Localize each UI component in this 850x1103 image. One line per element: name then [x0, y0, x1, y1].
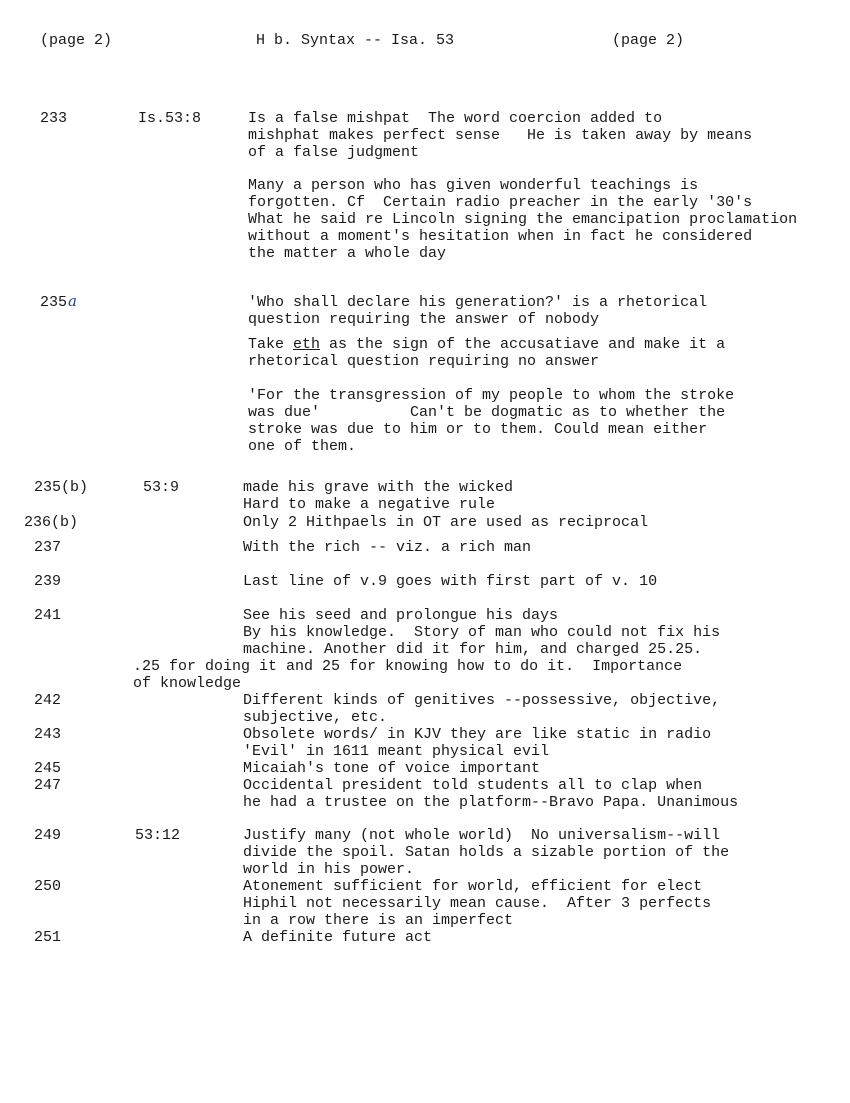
note-line: Justify many (not whole world) No universalism--will [243, 827, 721, 844]
note-text: Take [248, 336, 294, 353]
note-line: Is a false mishpat The word coercion added to [248, 110, 663, 127]
entry-number-236b: 236(b) [24, 514, 79, 531]
note-line: 'Evil' in 1611 meant physical evil [243, 743, 550, 760]
note-line: Last line of v.9 goes with first part of v. 10 [243, 573, 658, 590]
note-line: was due' Can't be dogmatic as to whether the [248, 404, 726, 421]
note-line: Different kinds of genitives --possessive, objective, [243, 692, 721, 709]
note-line: With the rich -- viz. a rich man [243, 539, 532, 556]
note-line: Atonement sufficient for world, efficient for elect [243, 878, 703, 895]
note-line: world in his power. [243, 861, 415, 878]
note-line: forgotten. Cf Certain radio preacher in the early '30's [248, 194, 753, 211]
note-line: he had a trustee on the platform--Bravo Papa. Unanimous [243, 794, 739, 811]
note-line: stroke was due to him or to them. Could mean either [248, 421, 708, 438]
underlined-word: eth [293, 336, 321, 353]
entry-number-249: 249 [34, 827, 62, 844]
note-line: subjective, etc. [243, 709, 388, 726]
note-line: Obsolete words/ in KJV they are like static in radio [243, 726, 712, 743]
handwritten-letter: a [68, 292, 77, 310]
entry-ref-249: 53:12 [135, 827, 181, 844]
note-line: By his knowledge. Story of man who could not fix his [243, 624, 721, 641]
note-line: Hiphil not necessarily mean cause. After 3 perfects [243, 895, 712, 912]
entry-number-235a: 235 [40, 294, 68, 311]
entry-number-241: 241 [34, 607, 62, 624]
note-line: Only 2 Hithpaels in OT are used as reciprocal [243, 514, 649, 531]
note-line: What he said re Lincoln signing the emancipation proclamation [248, 211, 798, 228]
note-line: machine. Another did it for him, and charged 25.25. [243, 641, 703, 658]
note-line: 'For the transgression of my people to whom the stroke [248, 387, 735, 404]
entry-number-247: 247 [34, 777, 62, 794]
note-line: Occidental president told students all to clap when [243, 777, 703, 794]
note-line: rhetorical question requiring no answer [248, 353, 600, 370]
entry-number-233: 233 [40, 110, 68, 127]
note-line: made his grave with the wicked [243, 479, 514, 496]
note-text: as the sign of the accusatiave and make it a [320, 336, 726, 353]
header-left: (page 2) [40, 32, 113, 49]
entry-number-243: 243 [34, 726, 62, 743]
entry-number-245: 245 [34, 760, 62, 777]
note-line: of a false judgment [248, 144, 420, 161]
entry-ref-235b: 53:9 [143, 479, 180, 496]
entry-number-239: 239 [34, 573, 62, 590]
entry-number-251: 251 [34, 929, 62, 946]
note-line: one of them. [248, 438, 357, 455]
note-line: question requiring the answer of nobody [248, 311, 600, 328]
note-line: of knowledge [133, 675, 242, 692]
note-line: mishphat makes perfect sense He is taken away by means [248, 127, 753, 144]
entry-ref-233: Is.53:8 [138, 110, 202, 127]
entry-number-242: 242 [34, 692, 62, 709]
note-line: Micaiah's tone of voice important [243, 760, 541, 777]
note-line: without a moment's hesitation when in fact he considered [248, 228, 753, 245]
note-line: Many a person who has given wonderful teachings is [248, 177, 699, 194]
note-line: .25 for doing it and 25 for knowing how to do it. Importance [133, 658, 683, 675]
entry-number-237: 237 [34, 539, 62, 556]
note-line [248, 336, 725, 353]
note-line: divide the spoil. Satan holds a sizable portion of the [243, 844, 730, 861]
note-line: 'Who shall declare his generation?' is a rhetorical [248, 294, 708, 311]
header-right: (page 2) [612, 32, 685, 49]
note-line: in a row there is an imperfect [243, 912, 514, 929]
note-line: the matter a whole day [248, 245, 447, 262]
header-title: H b. Syntax -- Isa. 53 [256, 32, 455, 49]
entry-number-235b: 235(b) [34, 479, 89, 496]
note-line: Hard to make a negative rule [243, 496, 496, 513]
entry-number-250: 250 [34, 878, 62, 895]
note-line: See his seed and prolongue his days [243, 607, 559, 624]
note-line: A definite future act [243, 929, 433, 946]
